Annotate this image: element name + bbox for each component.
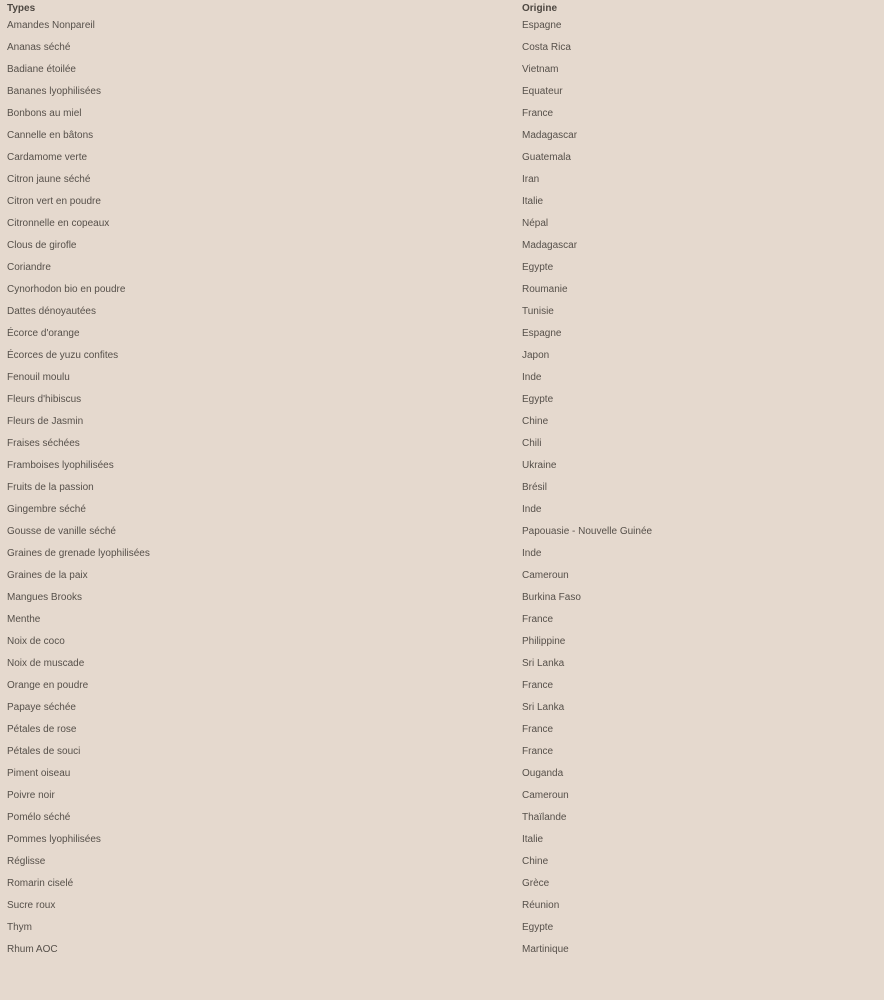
table-row: [0, 545, 884, 567]
cell-origin: Egypte: [522, 394, 554, 405]
table-row: [0, 413, 884, 435]
cell-type: Pétales de souci: [7, 746, 81, 757]
table-body: [0, 17, 884, 963]
cell-origin: France: [522, 614, 554, 625]
cell-origin: Réunion: [522, 900, 560, 911]
cell-origin: Egypte: [522, 262, 554, 273]
cell-type: Badiane étoilée: [7, 64, 76, 75]
table-row: [0, 281, 884, 303]
cell-origin: Espagne: [522, 328, 562, 339]
table-row: [0, 325, 884, 347]
cell-type: Romarin ciselé: [7, 878, 74, 889]
cell-type: Fenouil moulu: [7, 372, 70, 383]
cell-origin: Guatemala: [522, 152, 571, 163]
table-row: [0, 655, 884, 677]
table-row: [0, 479, 884, 501]
table-header-row: [0, 0, 884, 17]
cell-origin: Espagne: [522, 20, 562, 31]
cell-origin: Costa Rica: [522, 42, 571, 53]
table-row: [0, 567, 884, 589]
cell-type: Mangues Brooks: [7, 592, 83, 603]
cell-origin: Roumanie: [522, 284, 568, 295]
table-row: [0, 391, 884, 413]
cell-origin: France: [522, 746, 554, 757]
cell-origin: Papouasie - Nouvelle Guinée: [522, 526, 653, 537]
cell-type: Fruits de la passion: [7, 482, 94, 493]
table-row: [0, 237, 884, 259]
table-row: [0, 127, 884, 149]
cell-origin: Vietnam: [522, 64, 559, 75]
cell-origin: France: [522, 108, 554, 119]
table-row: [0, 259, 884, 281]
table-row: [0, 193, 884, 215]
cell-origin: Chili: [522, 438, 542, 449]
table-row: [0, 831, 884, 853]
cell-type: Gingembre séché: [7, 504, 86, 515]
table-row: [0, 61, 884, 83]
cell-origin: Chine: [522, 856, 549, 867]
cell-origin: Népal: [522, 218, 549, 229]
table-row: [0, 501, 884, 523]
cell-type: Sucre roux: [7, 900, 56, 911]
cell-type: Bananes lyophilisées: [7, 86, 101, 97]
table-row: [0, 919, 884, 941]
cell-origin: Sri Lanka: [522, 702, 565, 713]
cell-type: Papaye séchée: [7, 702, 76, 713]
table-row: [0, 941, 884, 963]
table-row: [0, 83, 884, 105]
cell-type: Fleurs de Jasmin: [7, 416, 84, 427]
table-row: [0, 369, 884, 391]
cell-type: Cannelle en bâtons: [7, 130, 94, 141]
table-row: [0, 699, 884, 721]
cell-type: Orange en poudre: [7, 680, 89, 691]
cell-type: Graines de la paix: [7, 570, 88, 581]
table-row: [0, 171, 884, 193]
table-row: [0, 633, 884, 655]
cell-origin: Iran: [522, 174, 540, 185]
cell-type: Menthe: [7, 614, 41, 625]
table-row: [0, 149, 884, 171]
cell-origin: Egypte: [522, 922, 554, 933]
cell-origin: Sri Lanka: [522, 658, 565, 669]
header-types: Types: [7, 3, 36, 14]
cell-origin: Burkina Faso: [522, 592, 581, 603]
cell-origin: Cameroun: [522, 570, 569, 581]
table-row: [0, 853, 884, 875]
cell-type: Écorce d'orange: [7, 328, 80, 339]
cell-type: Réglisse: [7, 856, 46, 867]
cell-type: Pétales de rose: [7, 724, 77, 735]
cell-origin: France: [522, 680, 554, 691]
table-row: [0, 765, 884, 787]
table-row: [0, 787, 884, 809]
cell-origin: Thaïlande: [522, 812, 567, 823]
cell-type: Pomélo séché: [7, 812, 71, 823]
cell-origin: Ouganda: [522, 768, 564, 779]
cell-origin: Martinique: [522, 944, 569, 955]
cell-type: Noix de coco: [7, 636, 65, 647]
cell-type: Citron vert en poudre: [7, 196, 101, 207]
cell-type: Dattes dénoyautées: [7, 306, 96, 317]
cell-type: Pommes lyophilisées: [7, 834, 101, 845]
cell-origin: Inde: [522, 372, 542, 383]
cell-type: Coriandre: [7, 262, 51, 273]
table-row: [0, 303, 884, 325]
cell-type: Fleurs d'hibiscus: [7, 394, 82, 405]
table-row: [0, 677, 884, 699]
header-origine: Origine: [522, 3, 558, 14]
cell-type: Noix de muscade: [7, 658, 85, 669]
cell-origin: Inde: [522, 504, 542, 515]
cell-origin: Italie: [522, 834, 544, 845]
cell-type: Piment oiseau: [7, 768, 71, 779]
cell-origin: Japon: [522, 350, 550, 361]
cell-type: Écorces de yuzu confites: [7, 350, 119, 361]
cell-origin: Equateur: [522, 86, 563, 97]
cell-type: Gousse de vanille séché: [7, 526, 116, 537]
cell-origin: Madagascar: [522, 130, 578, 141]
table-row: [0, 589, 884, 611]
cell-type: Rhum AOC: [7, 944, 58, 955]
cell-type: Bonbons au miel: [7, 108, 82, 119]
table-row: [0, 215, 884, 237]
cell-type: Citron jaune séché: [7, 174, 91, 185]
cell-origin: Grèce: [522, 878, 550, 889]
cell-origin: France: [522, 724, 554, 735]
cell-origin: Italie: [522, 196, 544, 207]
cell-type: Framboises lyophilisées: [7, 460, 114, 471]
cell-origin: Tunisie: [522, 306, 554, 317]
cell-type: Thym: [7, 922, 32, 933]
table-row: [0, 435, 884, 457]
cell-type: Fraises séchées: [7, 438, 80, 449]
cell-origin: Philippine: [522, 636, 566, 647]
cell-type: Cynorhodon bio en poudre: [7, 284, 126, 295]
cell-origin: Madagascar: [522, 240, 578, 251]
cell-origin: Cameroun: [522, 790, 569, 801]
table-row: [0, 347, 884, 369]
table-row: [0, 611, 884, 633]
table-row: [0, 17, 884, 39]
cell-origin: Brésil: [522, 482, 548, 493]
table-row: [0, 39, 884, 61]
cell-origin: Ukraine: [522, 460, 557, 471]
cell-type: Citronnelle en copeaux: [7, 218, 110, 229]
table-row: [0, 457, 884, 479]
table-row: [0, 809, 884, 831]
cell-origin: Chine: [522, 416, 549, 427]
cell-type: Amandes Nonpareil: [7, 20, 95, 31]
table-row: [0, 875, 884, 897]
cell-type: Clous de girofle: [7, 240, 77, 251]
table-row: [0, 743, 884, 765]
cell-origin: Inde: [522, 548, 542, 559]
table-row: [0, 105, 884, 127]
cell-type: Graines de grenade lyophilisées: [7, 548, 150, 559]
cell-type: Poivre noir: [7, 790, 55, 801]
table-row: [0, 523, 884, 545]
cell-type: Ananas séché: [7, 42, 71, 53]
cell-type: Cardamome verte: [7, 152, 88, 163]
table-row: [0, 721, 884, 743]
table-row: [0, 897, 884, 919]
